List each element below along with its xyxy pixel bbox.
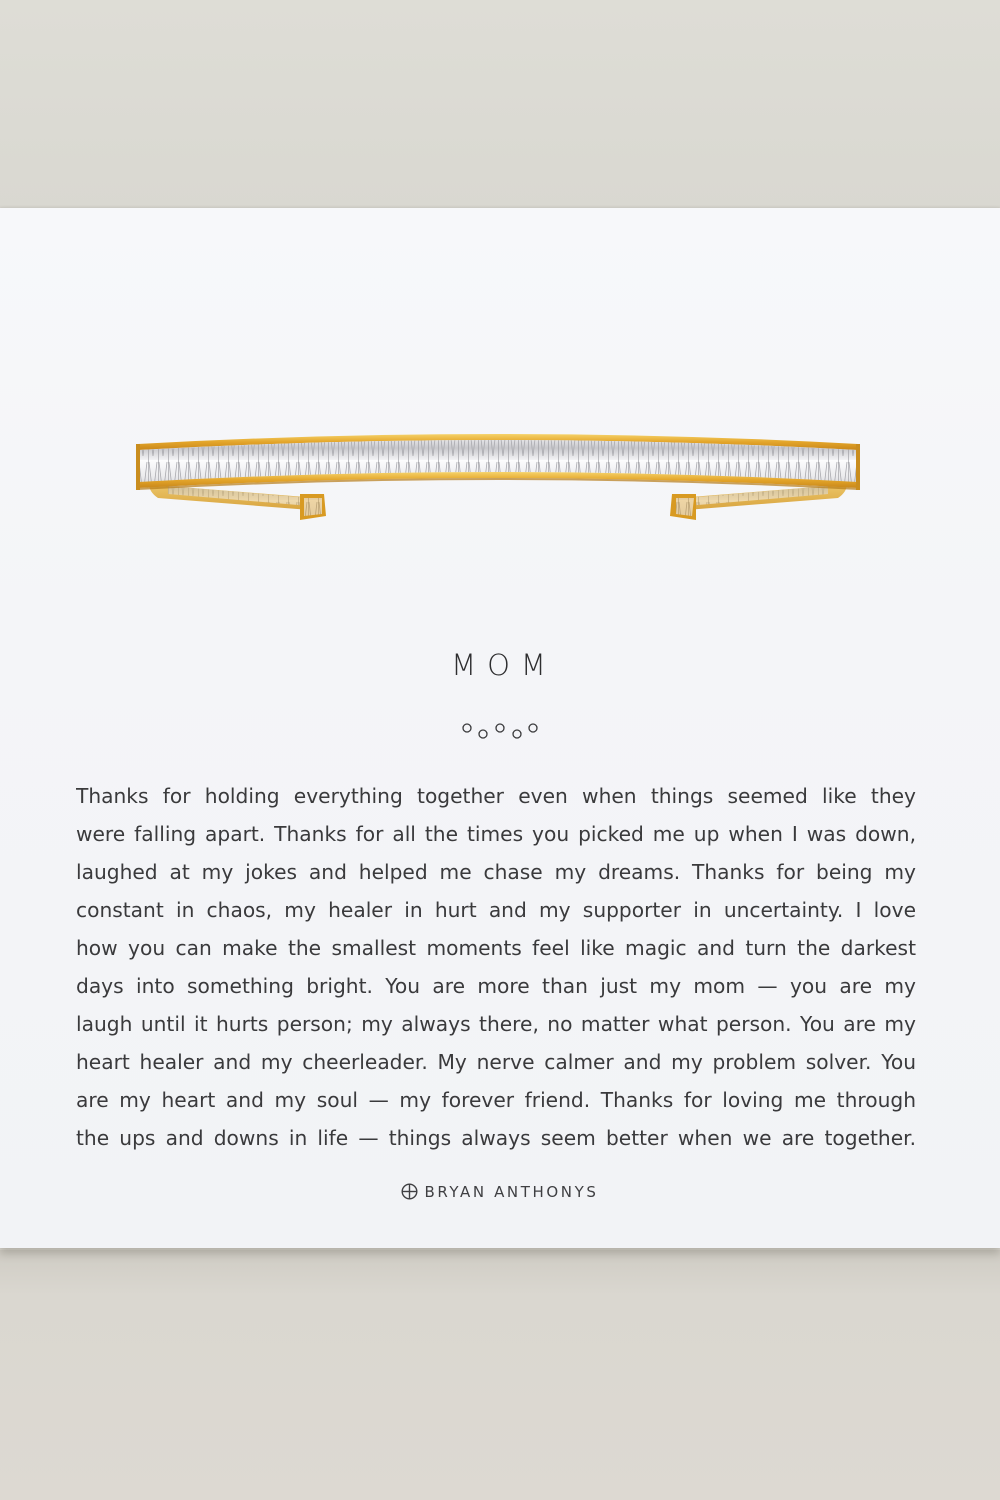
- five-circles-ornament-icon: [455, 718, 545, 744]
- brand-name: BRYAN ANTHONYS: [424, 1183, 599, 1201]
- message-line: are my heart and my soul — my forever friend. Thanks for loving me through: [76, 1088, 916, 1112]
- card-message: [76, 777, 916, 1157]
- message-line: how you can make the smallest moments feel like magic and turn the darkest: [76, 936, 916, 960]
- backdrop-bottom: [0, 1250, 1000, 1500]
- cuff-bracelet-image: [128, 420, 868, 530]
- message-line: laugh until it hurts person; my always there, no matter what person. You are my: [76, 1012, 916, 1036]
- message-line: Thanks for holding everything together even when things seemed like they: [76, 784, 916, 808]
- compass-circle-logo-icon: [401, 1183, 418, 1200]
- brand-signature: [0, 1183, 1000, 1201]
- message-line: laughed at my jokes and helped me chase my dreams. Thanks for being my: [76, 860, 916, 884]
- message-line: the ups and downs in life — things always seem better when we are together.: [76, 1126, 916, 1150]
- card-title: MOM: [451, 648, 557, 682]
- message-line: constant in chaos, my healer in hurt and my supporter in uncertainty. I love: [76, 898, 916, 922]
- message-line: were falling apart. Thanks for all the times you picked me up when I was down,: [76, 822, 916, 846]
- backdrop-top: [0, 0, 1000, 212]
- message-line: days into something bright. You are more than just my mom — you are my: [76, 974, 916, 998]
- message-line: heart healer and my cheerleader. My nerve calmer and my problem solver. You: [76, 1050, 916, 1074]
